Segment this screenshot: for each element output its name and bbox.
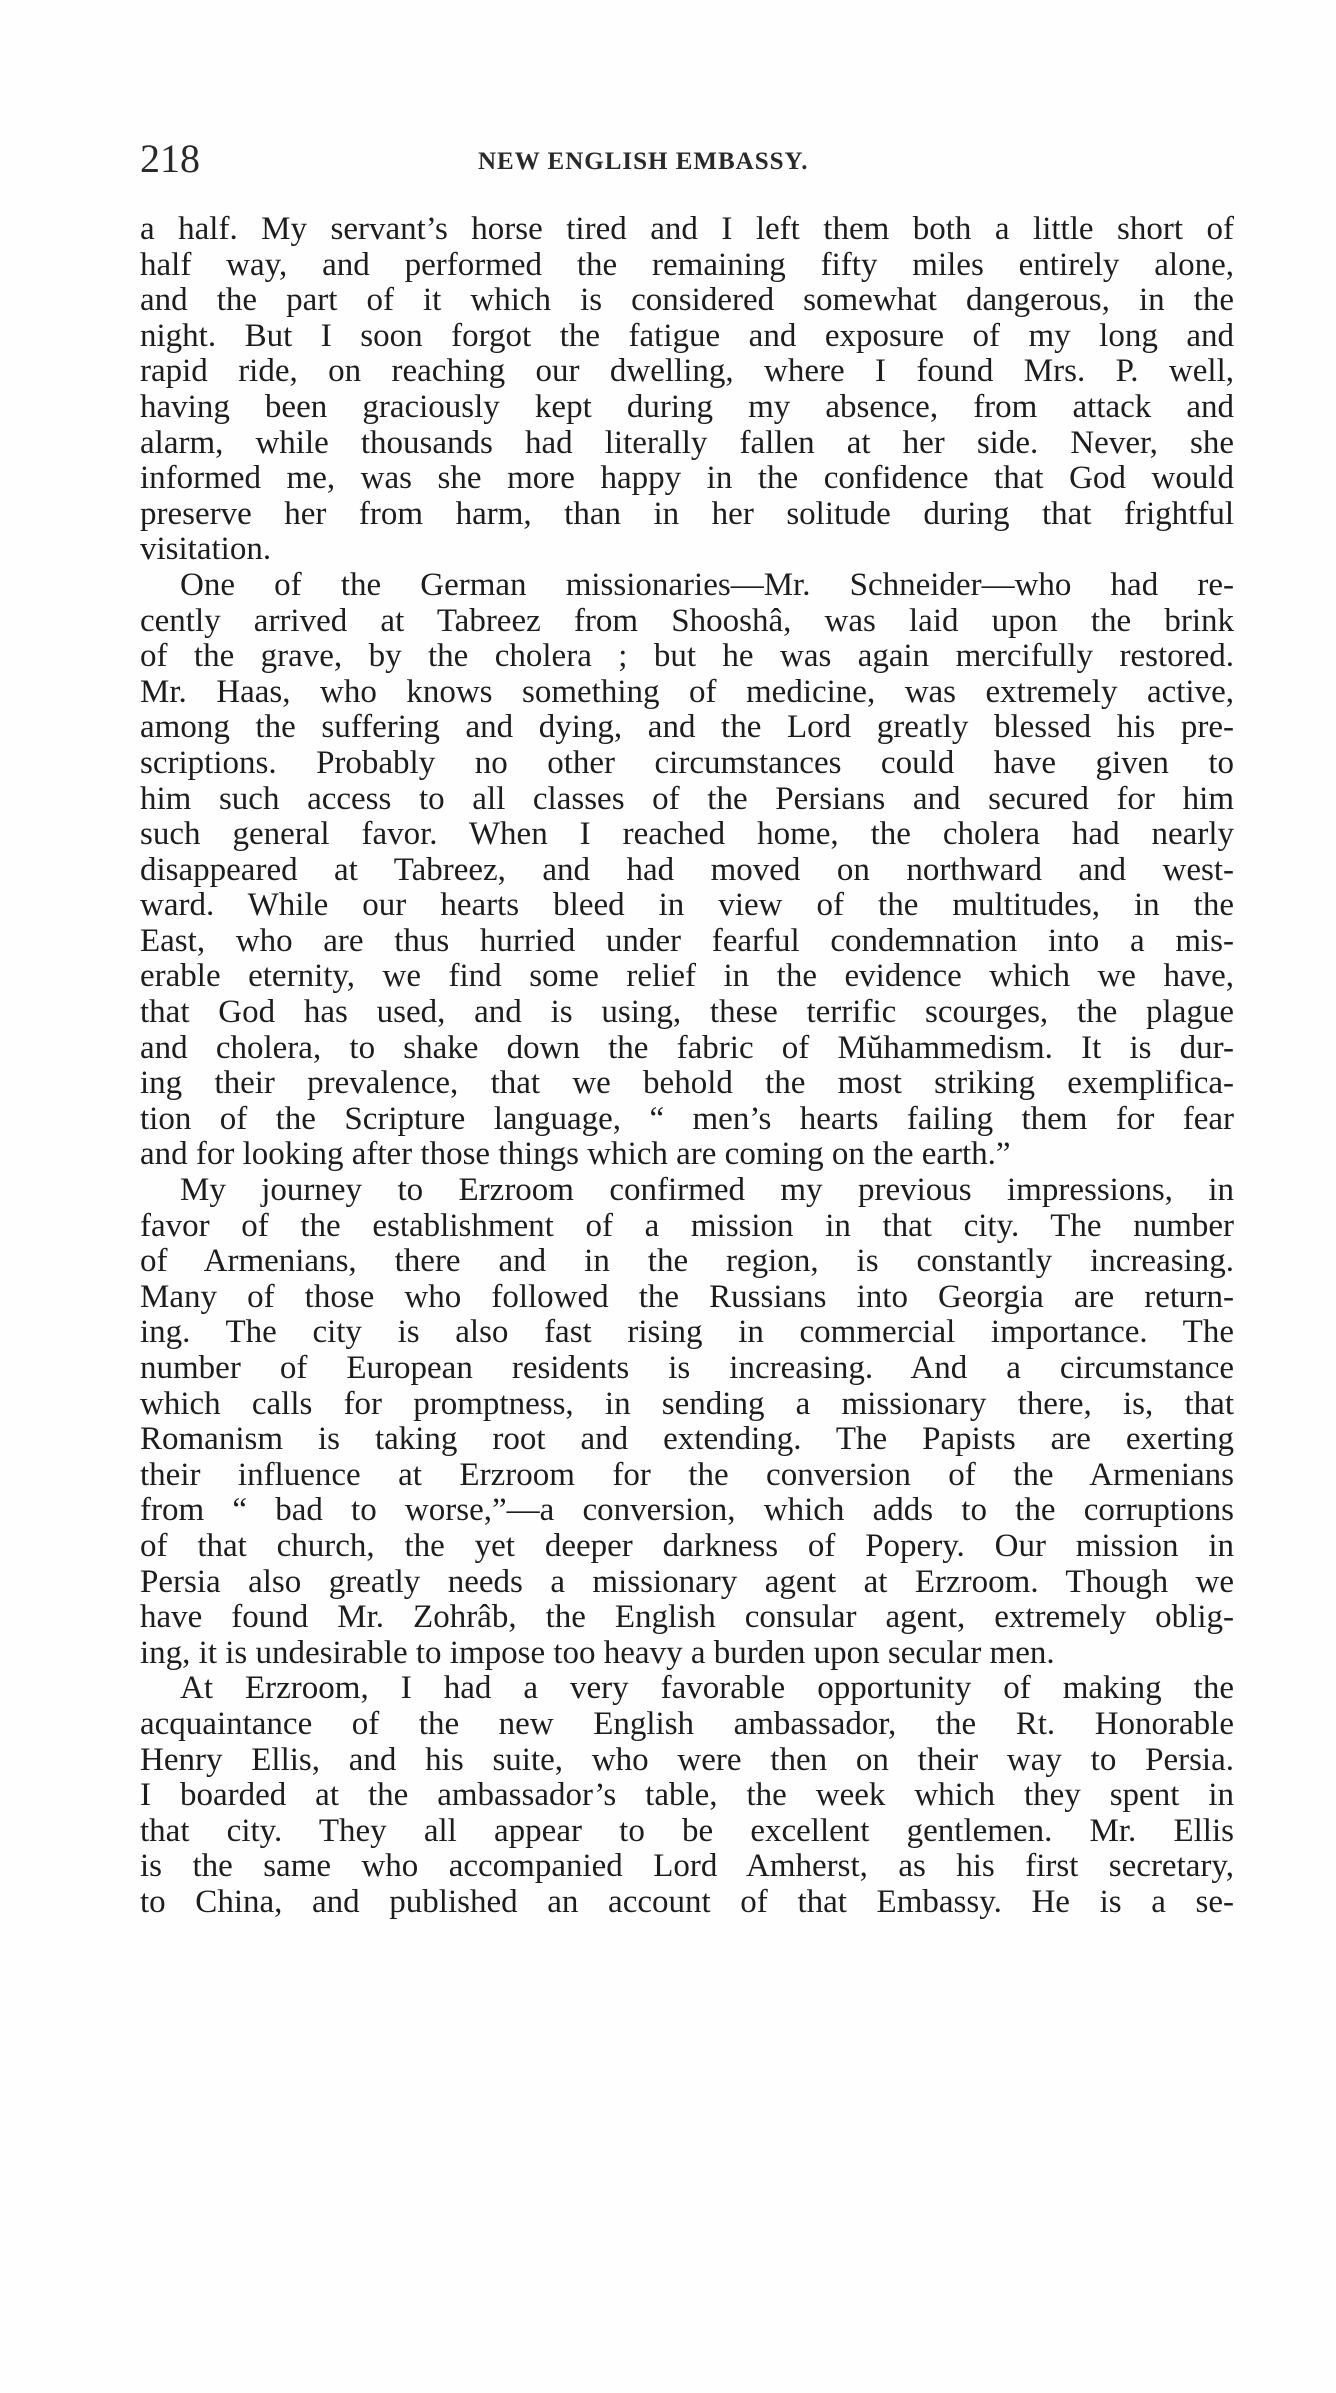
text-line: and for looking after those things which are coming on the earth.” [140,1136,1011,1173]
text-line: ing their prevalence, that we behold the most striking exemplifica- [140,1065,1234,1102]
body-text [140,212,1234,1921]
text-line: which calls for promptness, in sending a missionary there, is, that [140,1385,1234,1422]
paragraph-start-line: One of the German missionaries—Mr. Schneider—who had re- [180,566,1234,603]
text-line: ward. While our hearts bleed in view of the multitudes, in the [140,887,1234,924]
text-line: tion of the Scripture language, “ men’s hearts failing them for fear [140,1100,1234,1137]
text-line: and the part of it which is considered somewhat dangerous, in the [140,282,1234,319]
text-line: and cholera, to shake down the fabric of Mŭhammedism. It is dur- [140,1029,1234,1066]
text-line: of that church, the yet deeper darkness of Popery. Our mission in [140,1527,1234,1564]
text-line: scriptions. Probably no other circumstances could have given to [140,744,1234,781]
text-line: have found Mr. Zohrâb, the English consular agent, extremely oblig- [140,1599,1234,1636]
text-line: to China, and published an account of that Embassy. He is a se- [140,1883,1234,1920]
text-line: preserve her from harm, than in her solitude during that frightful [140,495,1234,532]
text-line: East, who are thus hurried under fearful condemnation into a mis- [140,922,1234,959]
text-line: number of European residents is increasing. And a circumstance [140,1350,1234,1386]
paragraph-start-line: My journey to Erzroom confirmed my previous impressions, in [180,1172,1234,1209]
text-line: Many of those who followed the Russians into Georgia are return- [140,1278,1234,1315]
paragraph-start-line: At Erzroom, I had a very favorable opportunity of making the [180,1670,1234,1707]
text-line: Persia also greatly needs a missionary agent at Erzroom. Though we [140,1563,1234,1600]
text-line: of the grave, by the cholera ; but he was again mercifully restored. [140,638,1234,675]
text-line: I boarded at the ambassador’s table, the week which they spent in [140,1777,1234,1814]
text-line: rapid ride, on reaching our dwelling, where I found Mrs. P. well, [140,353,1234,390]
text-line: having been graciously kept during my absence, from attack and [140,388,1234,425]
text-line: that city. They all appear to be excellent gentlemen. Mr. Ellis [140,1812,1234,1849]
text-line: a half. My servant’s horse tired and I left them both a little short of [140,211,1234,247]
text-line: from “ bad to worse,”—a conversion, which adds to the corruptions [140,1492,1234,1529]
text-line: their influence at Erzroom for the conversion of the Armenians [140,1456,1234,1493]
text-line: alarm, while thousands had literally fallen at her side. Never, she [140,424,1234,461]
text-line: erable eternity, we find some relief in the evidence which we have, [140,958,1234,995]
text-line: favor of the establishment of a mission in that city. The number [140,1207,1234,1244]
text-line: acquaintance of the new English ambassador, the Rt. Honorable [140,1705,1234,1742]
text-line: such general favor. When I reached home, the cholera had nearly [140,816,1234,853]
text-line: among the suffering and dying, and the Lord greatly blessed his pre- [140,709,1234,746]
text-line: of Armenians, there and in the region, is constantly increasing. [140,1243,1234,1280]
text-line: half way, and performed the remaining fifty miles entirely alone, [140,246,1234,283]
text-line: Mr. Haas, who knows something of medicine, was extremely active, [140,673,1234,710]
page-header [140,134,1240,184]
running-head: NEW ENGLISH EMBASSY. [478,148,809,175]
text-line: ing, it is undesirable to impose too heavy a burden upon secular men. [140,1634,1055,1671]
text-line: ing. The city is also fast rising in commercial importance. The [140,1314,1234,1351]
text-line: visitation. [140,531,272,568]
text-line: informed me, was she more happy in the confidence that God would [140,460,1234,497]
text-line: disappeared at Tabreez, and had moved on northward and west- [140,851,1234,888]
text-line: Henry Ellis, and his suite, who were then on their way to Persia. [140,1741,1234,1778]
text-line: night. But I soon forgot the fatigue and exposure of my long and [140,317,1234,354]
text-line: him such access to all classes of the Persians and secured for him [140,780,1234,817]
text-line: Romanism is taking root and extending. The Papists are exerting [140,1421,1234,1458]
page-number: 218 [140,136,200,181]
text-line: is the same who accompanied Lord Amherst, as his first secretary, [140,1848,1234,1885]
text-line: cently arrived at Tabreez from Shooshâ, was laid upon the brink [140,602,1234,639]
text-line: that God has used, and is using, these terrific scourges, the plague [140,994,1234,1031]
